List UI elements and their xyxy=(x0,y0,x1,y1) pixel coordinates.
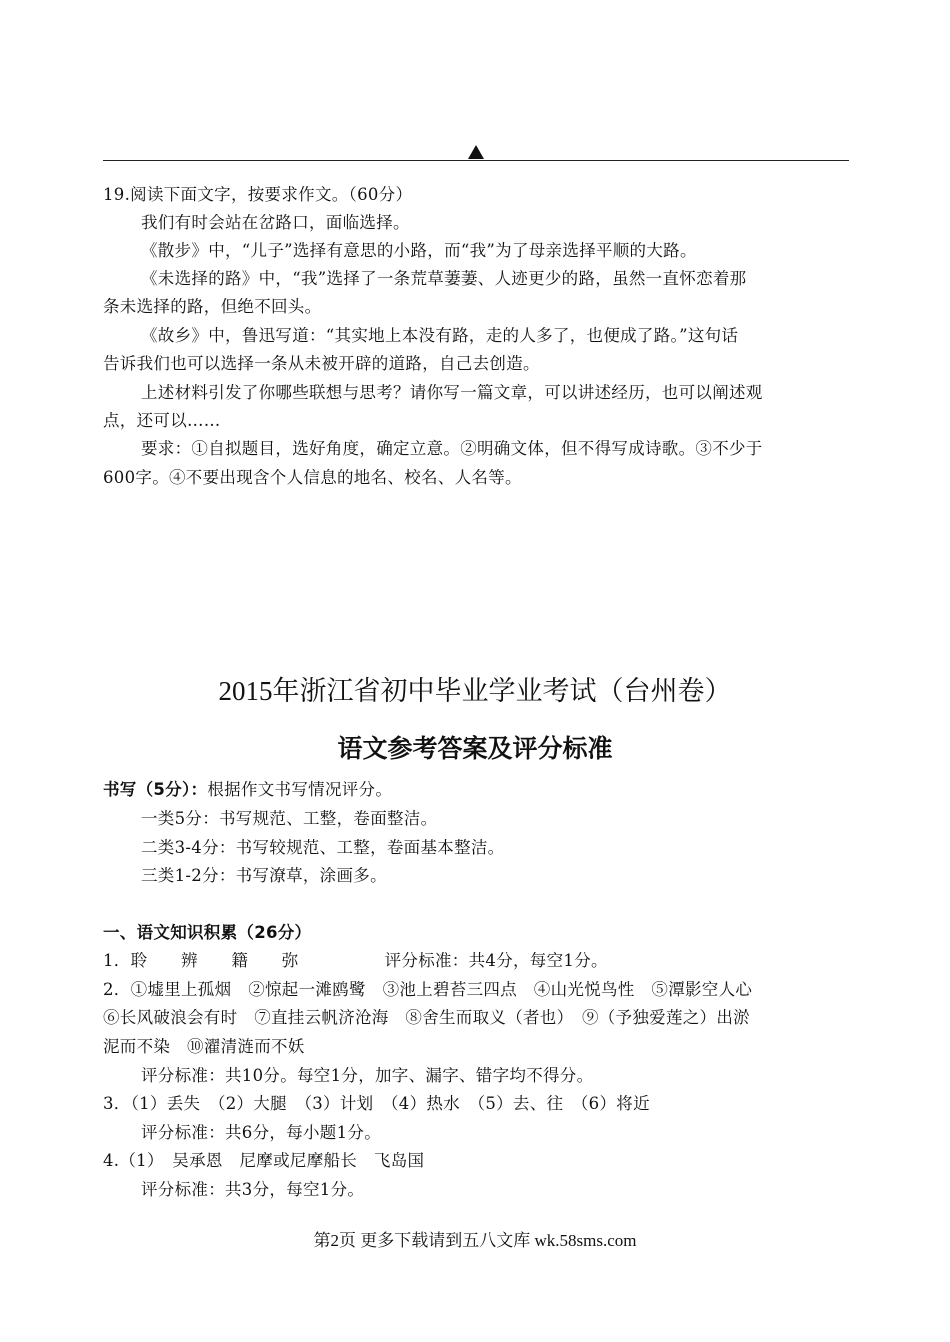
q1-row xyxy=(103,950,851,972)
q2-line-2: ⑥长风破浪会有时 ⑦直挂云帆济沧海 ⑧舍生而取义（者也） ⑨（予独爱莲之）出淤 xyxy=(103,1008,750,1027)
section-1-heading: 一、语文知识积累（26分） xyxy=(103,923,312,942)
essay-paragraph-1: 我们有时会站在岔路口，面临选择。 xyxy=(141,213,410,232)
q2-line-1: 2．①墟里上孤烟 ②惊起一滩鸥鹭 ③池上碧苔三四点 ④山光悦鸟性 ⑤潭影空人心 xyxy=(103,980,753,999)
essay-paragraph-2: 《散步》中，“儿子”选择有意思的小路，而“我”为了母亲选择平顺的大路。 xyxy=(141,241,697,260)
question-19-header: 19.阅读下面文字，按要求作文。（60分） xyxy=(103,185,413,204)
essay-paragraph-4-line-2: 告诉我们也可以选择一条从未被开辟的道路，自己去创造。 xyxy=(103,354,540,373)
essay-paragraph-4-line-1: 《故乡》中，鲁迅写道：“其实地上本没有路，走的人多了，也便成了路。”这句话 xyxy=(141,326,739,345)
essay-paragraph-5-line-2: 点，还可以…… xyxy=(103,411,221,430)
q1-answer: 1．聆 辨 籍 弥 xyxy=(103,951,299,970)
q3-standard: 评分标准：共6分，每小题1分。 xyxy=(141,1123,381,1142)
handwriting-text: 根据作文书写情况评分。 xyxy=(207,780,393,799)
q1-standard: 评分标准：共4分，每空1分。 xyxy=(384,951,608,970)
handwriting-label: 书写（5分）： xyxy=(103,780,208,799)
divider-line xyxy=(103,160,849,161)
q4-standard: 评分标准：共3分，每空1分。 xyxy=(141,1180,365,1199)
handwriting-criteria xyxy=(103,779,851,801)
essay-requirements-line-1: 要求：①自拟题目，选好角度，确定立意。②明确文体，但不得写成诗歌。③不少于 xyxy=(141,439,763,458)
answers-title: 2015年浙江省初中毕业学业考试（台州卷） xyxy=(218,676,732,706)
handwriting-class-1: 一类5分：书写规范、工整，卷面整洁。 xyxy=(141,809,438,828)
answers-subtitle: 语文参考答案及评分标准 xyxy=(337,734,613,763)
essay-paragraph-3-line-1: 《未选择的路》中，“我”选择了一条荒草萋萋、人迹更少的路，虽然一直怀恋着那 xyxy=(141,269,747,288)
q3-answer: 3．（1）丢失 （2）大腿 （3）计划 （4）热水 （5）去、往 （6）将近 xyxy=(103,1094,650,1113)
triangle-marker-icon xyxy=(468,145,484,159)
q2-standard: 评分标准：共10分。每空1分，加字、漏字、错字均不得分。 xyxy=(141,1066,594,1085)
essay-requirements-line-2: 600字。④不要出现含个人信息的地名、校名、人名等。 xyxy=(103,468,522,487)
handwriting-class-2: 二类3-4分：书写较规范、工整，卷面基本整洁。 xyxy=(141,838,505,857)
page-footer: 第2页 更多下载请到五八文库 wk.58sms.com xyxy=(313,1231,637,1250)
handwriting-class-3: 三类1-2分：书写潦草，涂画多。 xyxy=(141,866,387,885)
essay-paragraph-5-line-1: 上述材料引发了你哪些联想与思考？请你写一篇文章，可以讲述经历，也可以阐述观 xyxy=(141,383,763,402)
essay-paragraph-3-line-2: 条未选择的路，但绝不回头。 xyxy=(103,297,322,316)
q2-line-3: 泥而不染 ⑩濯清涟而不妖 xyxy=(103,1037,305,1056)
q4-answer: 4.（1） 吴承恩 尼摩或尼摩船长 飞岛国 xyxy=(103,1151,425,1170)
